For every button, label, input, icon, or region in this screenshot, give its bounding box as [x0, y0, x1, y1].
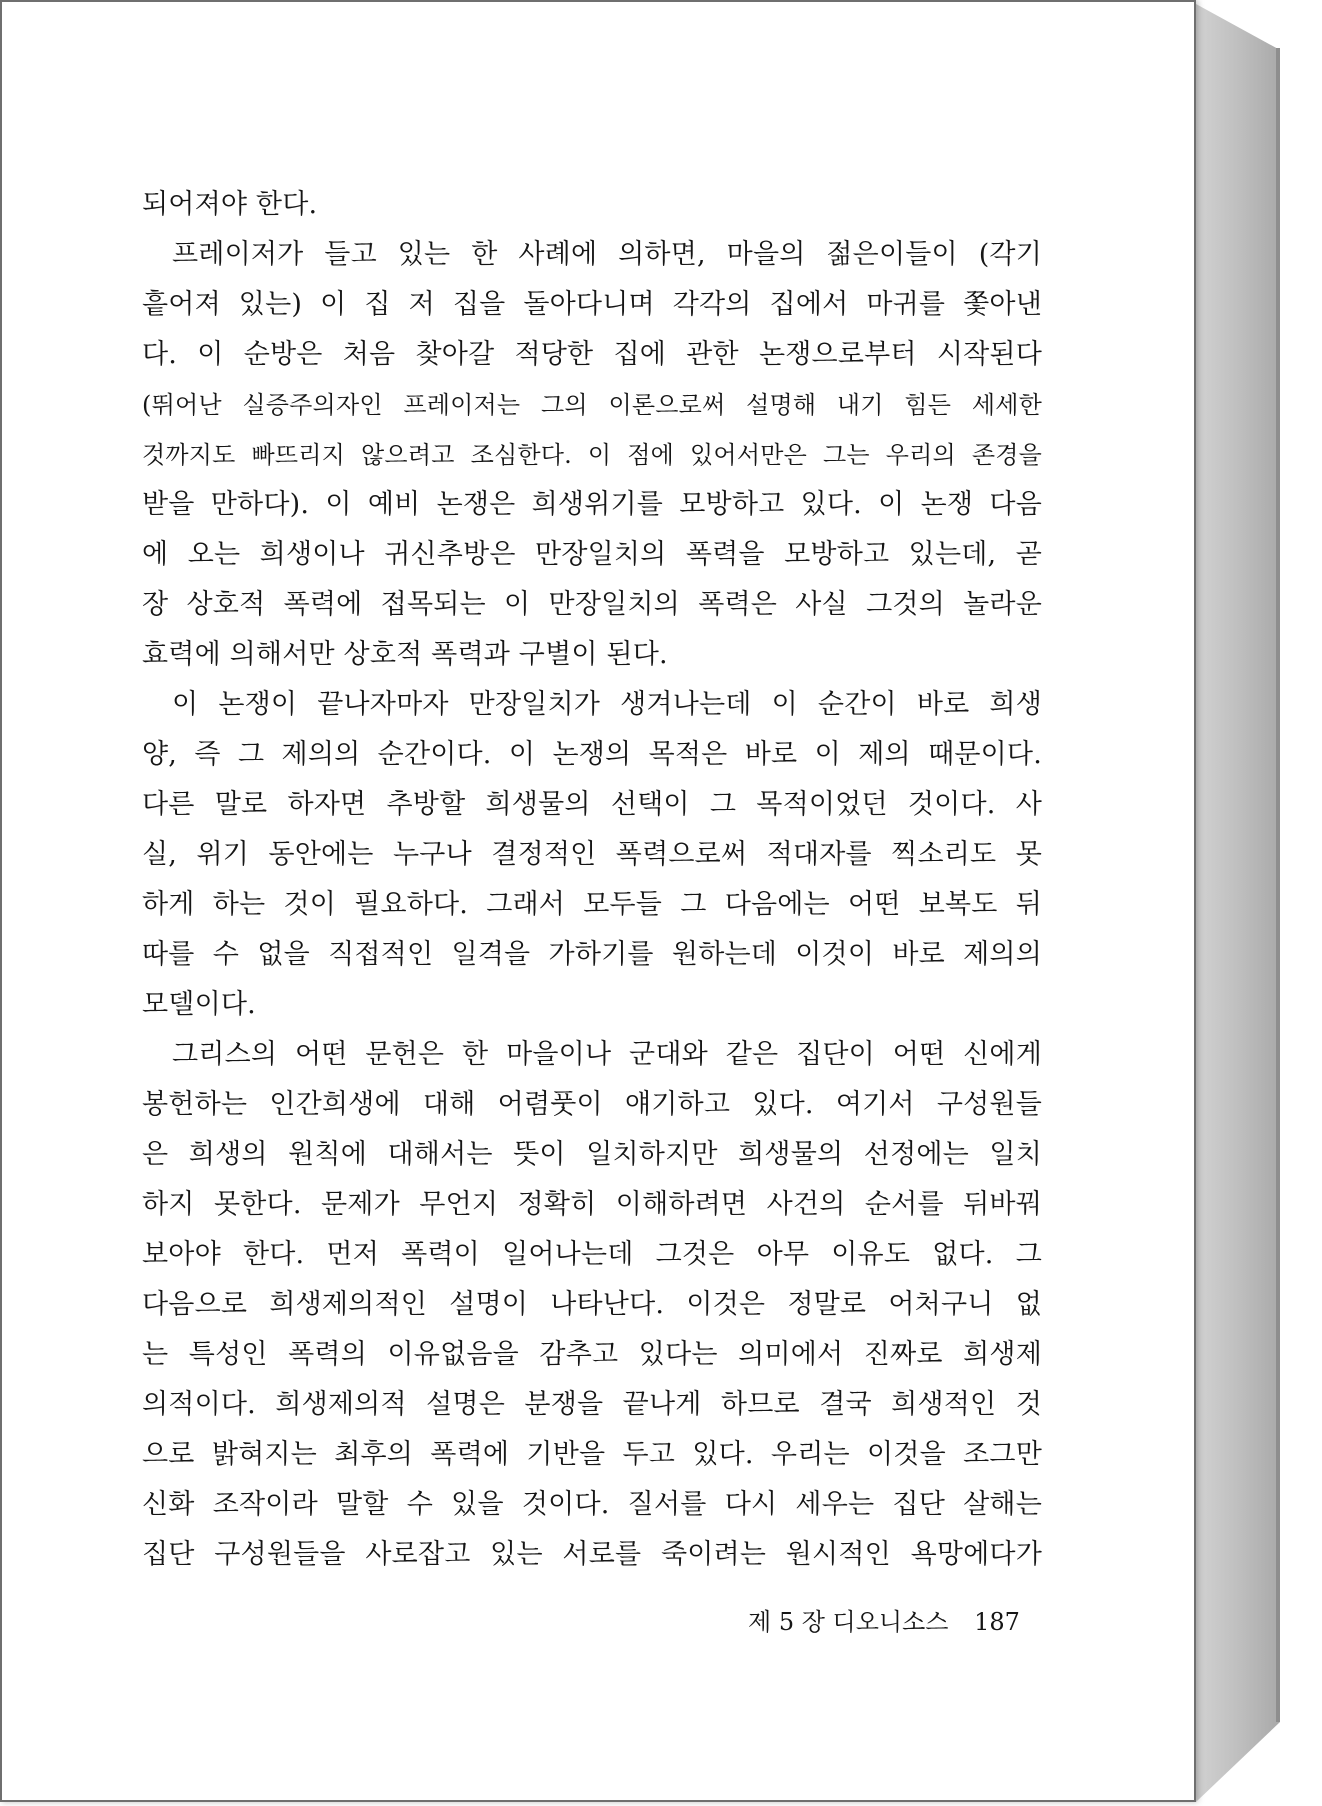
text-line: 보아야 한다. 먼저 폭력이 일어나는데 그것은 아무 이유도 없다. 그: [142, 1239, 1042, 1270]
book-spine: [1196, 4, 1280, 1802]
text-line: 따를 수 없을 직접적인 일격을 가하기를 원하는데 이것이 바로 제의의: [142, 939, 1042, 970]
text-line: 받을 만하다). 이 예비 논쟁은 희생위기를 모방하고 있다. 이 논쟁 다음: [142, 489, 1042, 520]
text-line: 집단 구성원들을 사로잡고 있는 서로를 죽이려는 원시적인 욕망에다가: [142, 1539, 1042, 1570]
text-line: 모델이다.: [142, 989, 256, 1020]
text-line: 되어져야 한다.: [142, 189, 318, 220]
text-line: 프레이저가 들고 있는 한 사례에 의하면, 마을의 젊은이들이 (각기: [172, 239, 1042, 270]
text-line: 양, 즉 그 제의의 순간이다. 이 논쟁의 목적은 바로 이 제의 때문이다.: [142, 739, 1042, 770]
text-line: 것까지도 빠뜨리지 않으려고 조심한다. 이 점에 있어서만은 그는 우리의 존경을: [142, 441, 1042, 469]
text-line: 다. 이 순방은 처음 찾아갈 적당한 집에 관한 논쟁으로부터 시작된다: [142, 339, 1042, 370]
book-spine-edge: [1276, 48, 1280, 1722]
text-line: 그리스의 어떤 문헌은 한 마을이나 군대와 같은 집단이 어떤 신에게: [172, 1039, 1042, 1070]
text-line: 다음으로 희생제의적인 설명이 나타난다. 이것은 정말로 어처구니 없: [142, 1289, 1042, 1320]
text-line: 효력에 의해서만 상호적 폭력과 구별이 된다.: [142, 639, 668, 670]
body-text: [142, 180, 1042, 1580]
text-line: 는 특성인 폭력의 이유없음을 감추고 있다는 의미에서 진짜로 희생제: [142, 1339, 1042, 1370]
text-line: 에 오는 희생이나 귀신추방은 만장일치의 폭력을 모방하고 있는데, 곧: [142, 539, 1042, 570]
text-line: 이 논쟁이 끝나자마자 만장일치가 생겨나는데 이 순간이 바로 희생: [172, 689, 1042, 720]
text-line: 은 희생의 원칙에 대해서는 뜻이 일치하지만 희생물의 선정에는 일치: [142, 1139, 1042, 1170]
text-line: 실, 위기 동안에는 누구나 결정적인 폭력으로써 적대자를 찍소리도 못: [142, 839, 1042, 870]
text-line: 신화 조작이라 말할 수 있을 것이다. 질서를 다시 세우는 집단 살해는: [142, 1489, 1042, 1520]
text-line: 다른 말로 하자면 추방할 희생물의 선택이 그 목적이었던 것이다. 사: [142, 789, 1042, 820]
text-line: 봉헌하는 인간희생에 대해 어렴풋이 얘기하고 있다. 여기서 구성원들: [142, 1089, 1042, 1120]
text-line: 으로 밝혀지는 최후의 폭력에 기반을 두고 있다. 우리는 이것을 조그만: [142, 1439, 1042, 1470]
text-line: 의적이다. 희생제의적 설명은 분쟁을 끝나게 하므로 결국 희생적인 것: [142, 1389, 1042, 1420]
text-line: 하지 못한다. 문제가 무언지 정확히 이해하려면 사건의 순서를 뒤바꿔: [142, 1189, 1042, 1220]
page-footer: [748, 1602, 1038, 1637]
text-line: 장 상호적 폭력에 접목되는 이 만장일치의 폭력은 사실 그것의 놀라운: [142, 589, 1042, 620]
page-number: 187: [974, 1608, 1020, 1636]
text-line: (뛰어난 실증주의자인 프레이저는 그의 이론으로써 설명해 내기 힘든 세세한: [142, 391, 1042, 419]
text-line: 하게 하는 것이 필요하다. 그래서 모두들 그 다음에는 어떤 보복도 뒤: [142, 889, 1042, 920]
chapter-title: 제 5 장 디오니소스: [748, 1608, 949, 1636]
text-line: 흩어져 있는) 이 집 저 집을 돌아다니며 각각의 집에서 마귀를 쫓아낸: [142, 289, 1042, 320]
